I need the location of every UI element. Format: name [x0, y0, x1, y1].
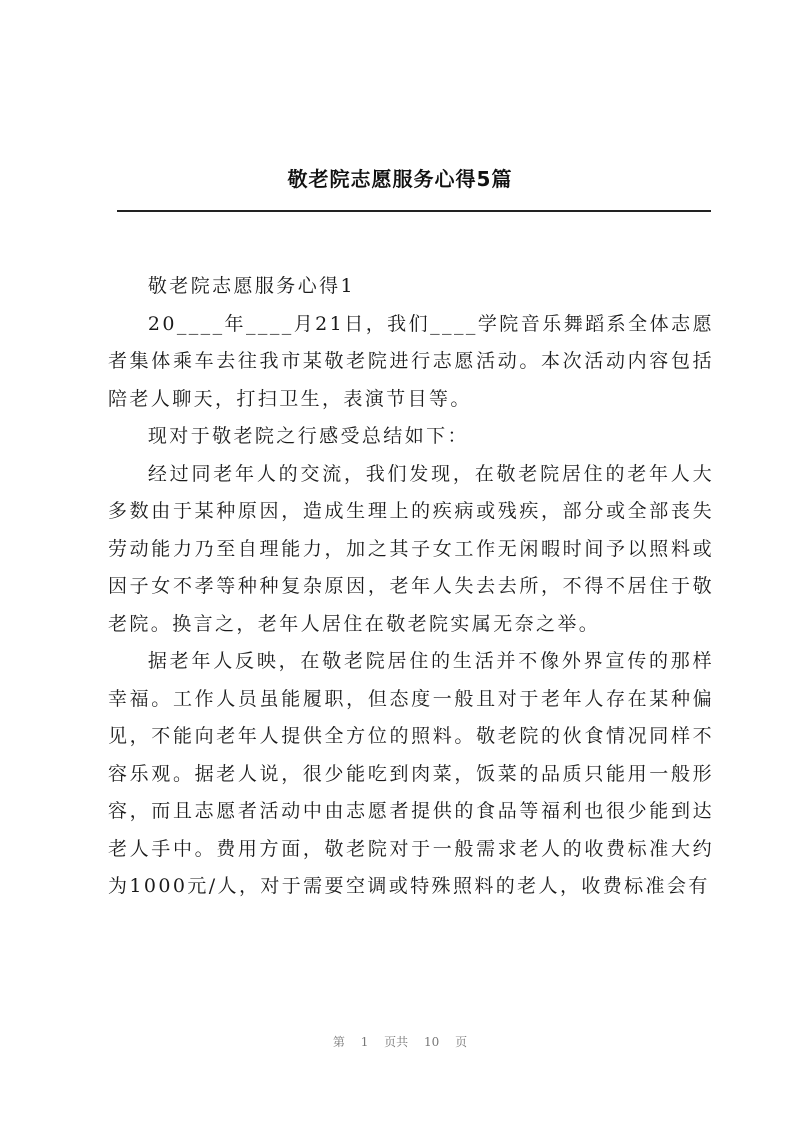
page-label-suffix: 页 [455, 1035, 468, 1049]
page-footer [0, 1033, 800, 1050]
document-title: 敬老院志愿服务心得5篇 [287, 167, 513, 191]
total-pages-number: 10 [424, 1035, 440, 1049]
current-page-number: 1 [360, 1035, 369, 1049]
section-heading: 敬老院志愿服务心得1 [147, 275, 355, 297]
paragraph: 据老年人反映，在敬老院居住的生活并不像外界宣传的那样幸福。工作人员虽能履职，但态度一般且对于老年人存在某种偏见，不能向老年人提供全方位的照料。敬老院的伙食情况同样不容乐观。据老人说，很少能吃到肉菜，饭菜的品质只能用一般形容，而且志愿者活动中由志愿者提供的食品等福利也很少能到达老人手中。费用方面，敬老院对于一般需求老人的收费标准大约为1000元/人，对于需要空调或特殊照料的老人，收费标准会有 [108, 650, 714, 897]
document-body [108, 268, 714, 906]
page-label-mid: 页共 [384, 1035, 409, 1049]
paragraph: 经过同老年人的交流，我们发现，在敬老院居住的老年人大多数由于某种原因，造成生理上的疾病或残疾，部分或全部丧失劳动能力乃至自理能力，加之其子女工作无闲暇时间予以照料或因子女不孝等种种复杂原因，老年人失去去所，不得不居住于敬老院。换言之，老年人居住在敬老院实属无奈之举。 [108, 462, 714, 635]
title-divider [117, 210, 711, 212]
page-label-prefix: 第 [332, 1035, 345, 1049]
paragraph: 20____年____月21日，我们____学院音乐舞蹈系全体志愿者集体乘车去往我市某敬老院进行志愿活动。本次活动内容包括陪老人聊天，打扫卫生，表演节目等。 [108, 312, 714, 410]
paragraph: 现对于敬老院之行感受总结如下： [147, 425, 469, 447]
